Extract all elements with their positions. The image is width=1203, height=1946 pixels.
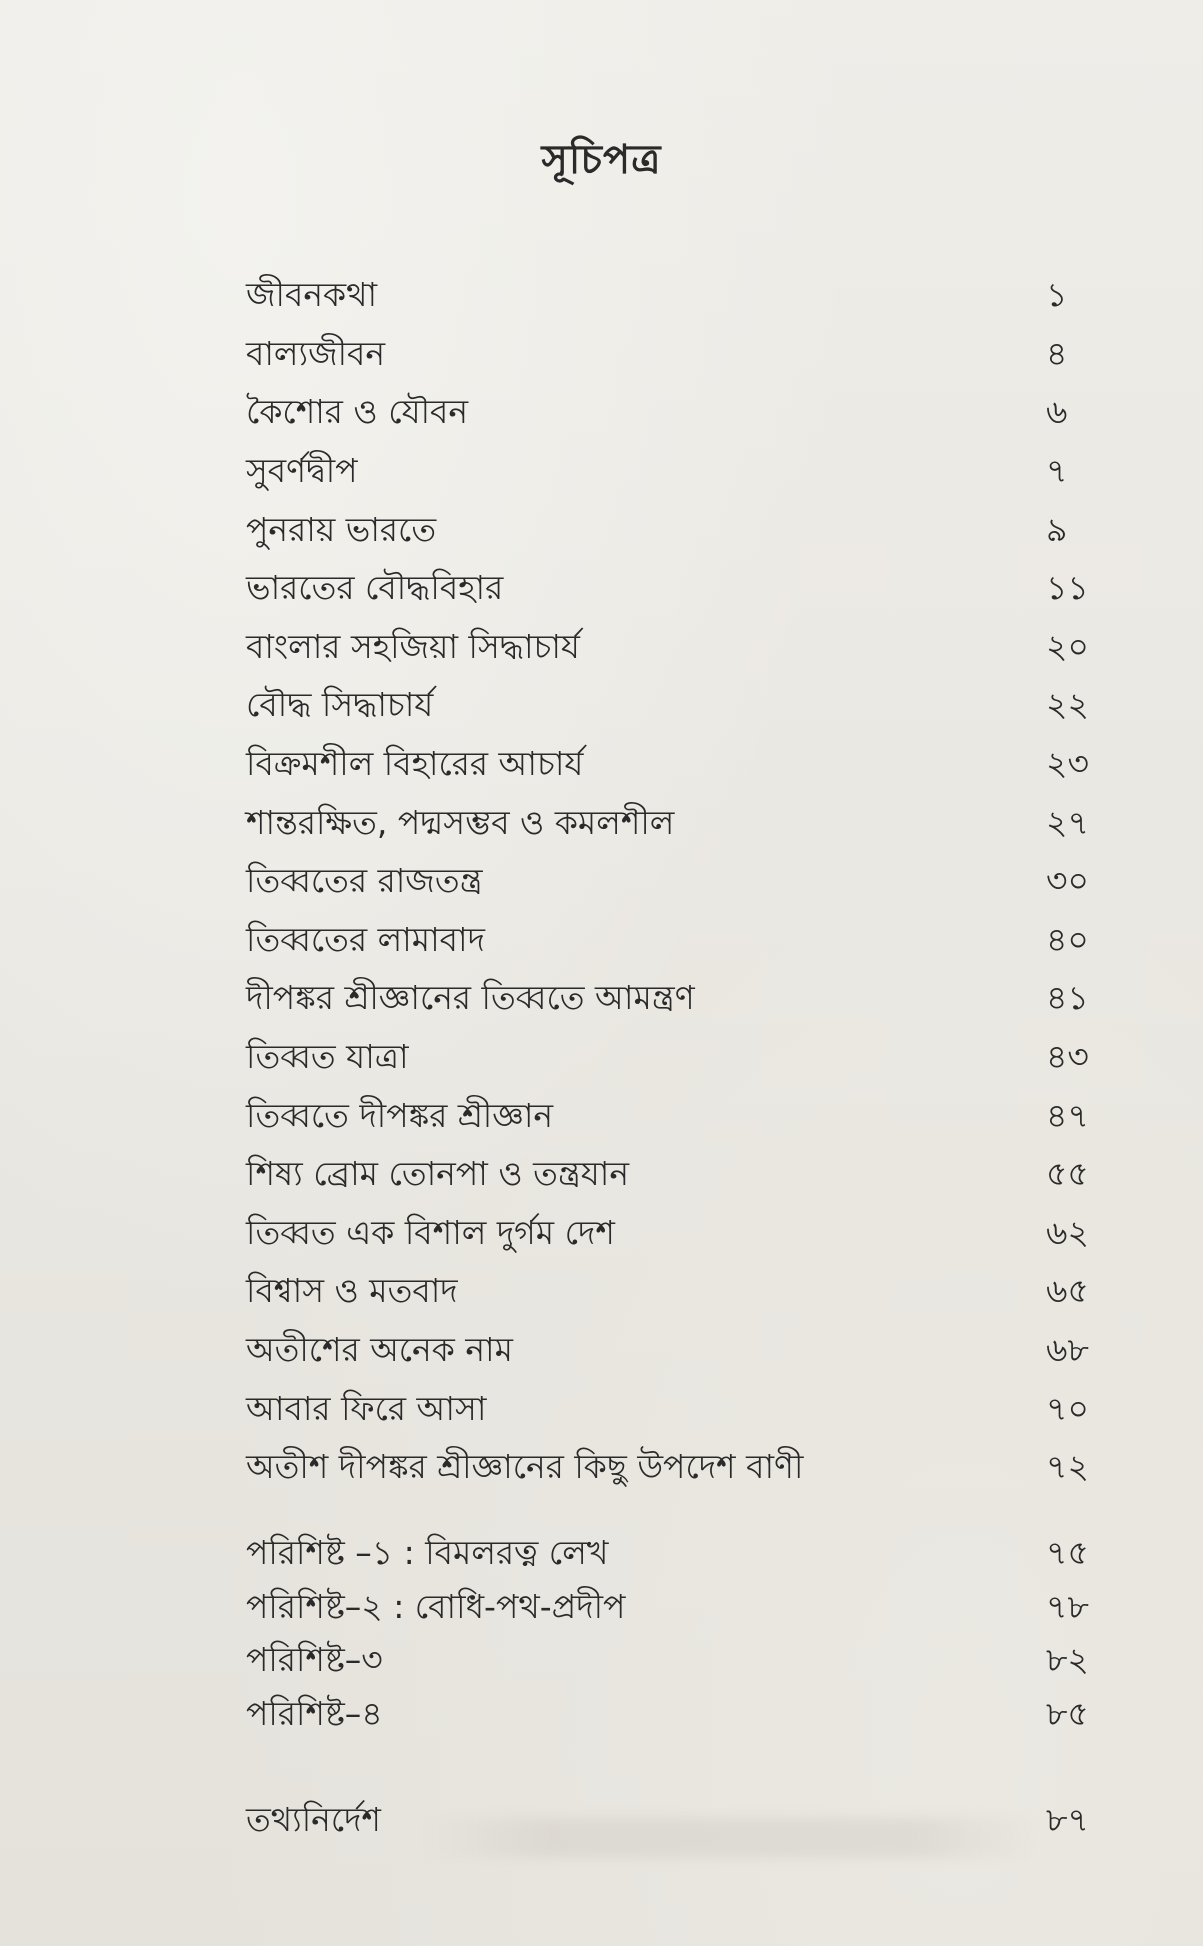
toc-entry-page: ৩০ — [1046, 861, 1089, 901]
toc-entry — [246, 1381, 1116, 1440]
toc-entry-title: তিব্বতে দীপঙ্কর শ্রীজ্ঞান — [246, 1095, 554, 1135]
toc-entry-title: অতীশ দীপঙ্কর শ্রীজ্ঞানের কিছু উপদেশ বাণী — [246, 1447, 804, 1487]
toc-entry-title: দীপঙ্কর শ্রীজ্ঞানের তিব্বতে আমন্ত্রণ — [246, 978, 695, 1018]
toc-entry-page: ৬২ — [1046, 1212, 1089, 1252]
toc-entry — [246, 385, 1116, 444]
toc-entry-page: ৬৫ — [1046, 1271, 1089, 1311]
toc-entry — [246, 913, 1116, 972]
toc-entry-title: জীবনকথা — [246, 275, 378, 315]
toc-entry — [246, 1440, 1116, 1499]
toc-entry — [246, 1206, 1116, 1265]
toc-entry — [246, 444, 1116, 503]
toc-entry-title: কৈশোর ও যৌবন — [246, 392, 469, 432]
toc-entry-page: ৬ — [1046, 392, 1068, 432]
toc-entry-page: ৯ — [1046, 509, 1068, 549]
toc-entry-title: তথ্যনির্দেশ — [246, 1799, 381, 1839]
toc-entry — [246, 854, 1116, 913]
toc-entry-page: ১ — [1046, 275, 1068, 315]
toc-entry-page: ৭২ — [1046, 1447, 1089, 1487]
toc-entry — [246, 971, 1116, 1030]
toc-entry-title: বাংলার সহজিয়া সিদ্ধাচার্য — [246, 626, 580, 666]
page-title: সূচিপত্র — [541, 137, 662, 183]
toc-appendix-entry — [246, 1528, 1116, 1582]
toc-appendix-entry — [246, 1689, 1116, 1743]
table-of-contents — [246, 268, 1116, 1851]
toc-entry — [246, 620, 1116, 679]
toc-entry — [246, 737, 1116, 796]
toc-entry-page: ৪৭ — [1046, 1095, 1089, 1135]
toc-entry-title: পরিশিষ্ট –১ : বিমলরত্ন লেখ — [246, 1533, 609, 1573]
toc-entry-page: ৭৫ — [1046, 1533, 1089, 1573]
toc-entry-title: তিব্বতের লামাবাদ — [246, 919, 485, 959]
toc-entry-page: ৪৩ — [1046, 1037, 1089, 1077]
toc-entry-page: ৮৫ — [1046, 1693, 1089, 1733]
toc-entry-page: ৭ — [1046, 451, 1068, 491]
toc-entry-title: ভারতের বৌদ্ধবিহার — [246, 568, 504, 608]
toc-entry-title: বৌদ্ধ সিদ্ধাচার্য — [246, 685, 434, 725]
toc-entry — [246, 268, 1116, 327]
toc-entry-page: ৮৭ — [1046, 1799, 1089, 1839]
toc-entry — [246, 502, 1116, 561]
toc-entry-page: ৭৮ — [1046, 1586, 1089, 1626]
toc-entry — [246, 1030, 1116, 1089]
toc-entry-title: বিক্রমশীল বিহারের আচার্য — [246, 744, 584, 784]
toc-entry-page: ২৩ — [1046, 744, 1089, 784]
toc-entry-title: শান্তরক্ষিত, পদ্মসম্ভব ও কমলশীল — [246, 802, 675, 842]
toc-entry-page: ৬৮ — [1046, 1329, 1089, 1369]
toc-appendix-entry — [246, 1635, 1116, 1689]
toc-entry-page: ৪০ — [1046, 919, 1089, 959]
toc-entry-title: পুনরায় ভারতে — [246, 509, 437, 549]
toc-entry-page: ১১ — [1046, 568, 1089, 608]
toc-entry-page: ২২ — [1046, 685, 1089, 725]
toc-entry — [246, 327, 1116, 386]
toc-entry — [246, 1088, 1116, 1147]
toc-appendix-entry — [246, 1582, 1116, 1636]
toc-entry — [246, 1264, 1116, 1323]
toc-entry — [246, 561, 1116, 620]
toc-entry-title: তিব্বতের রাজতন্ত্র — [246, 861, 483, 901]
toc-entry-title: আবার ফিরে আসা — [246, 1388, 487, 1428]
toc-entry-title: অতীশের অনেক নাম — [246, 1329, 513, 1369]
toc-entry — [246, 1323, 1116, 1382]
toc-entry-page: ৪১ — [1046, 978, 1089, 1018]
toc-entry-title: বাল্যজীবন — [246, 333, 386, 373]
toc-entry-page: ২০ — [1046, 626, 1089, 666]
toc-entry-title: সুবর্ণদ্বীপ — [246, 451, 358, 491]
toc-entry — [246, 678, 1116, 737]
toc-entry — [246, 795, 1116, 854]
toc-entry-title: তিব্বত যাত্রা — [246, 1037, 409, 1077]
toc-entry-title: পরিশিষ্ট–২ : বোধি-পথ-প্রদীপ — [246, 1586, 626, 1626]
toc-entry-page: ৮২ — [1046, 1640, 1089, 1680]
toc-entry-title: পরিশিষ্ট–৪ — [246, 1693, 383, 1733]
toc-entry-page: ২৭ — [1046, 802, 1089, 842]
toc-entry — [246, 1147, 1116, 1206]
toc-entry-title: শিষ্য ব্রোম তোনপা ও তন্ত্রযান — [246, 1154, 630, 1194]
toc-entry-title: পরিশিষ্ট–৩ — [246, 1640, 383, 1680]
toc-entry-page: ৫৫ — [1046, 1154, 1089, 1194]
toc-entry-title: তিব্বত এক বিশাল দুর্গম দেশ — [246, 1212, 615, 1252]
toc-references-entry — [246, 1792, 1116, 1851]
toc-entry-page: ৭০ — [1046, 1388, 1089, 1428]
toc-entry-title: বিশ্বাস ও মতবাদ — [246, 1271, 458, 1311]
toc-entry-page: ৪ — [1046, 333, 1068, 373]
